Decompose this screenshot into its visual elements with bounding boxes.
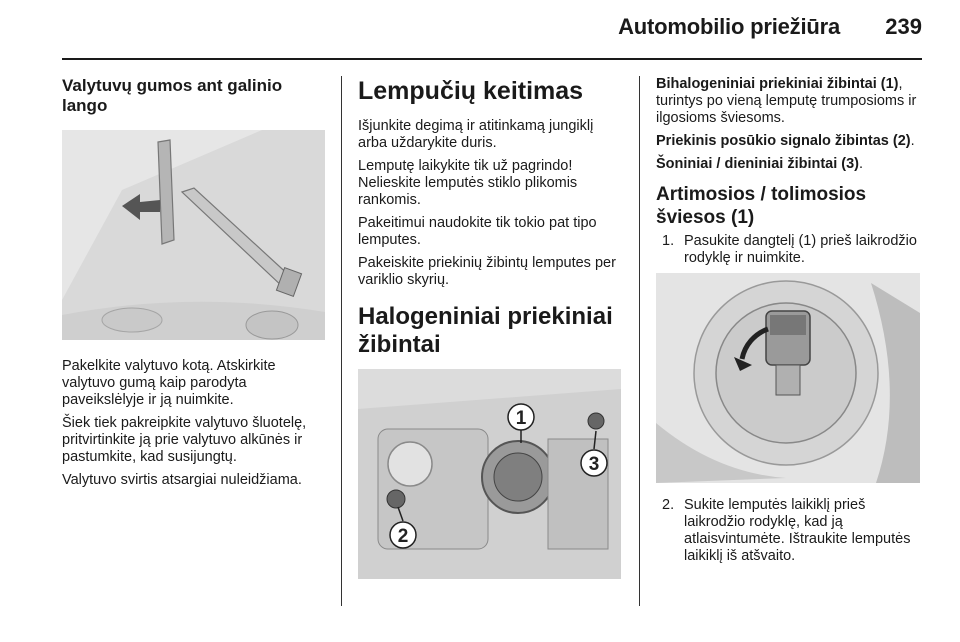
section-heading-low-high-beam: Artimosios / tolimosios šviesos (1) <box>656 184 867 228</box>
item-high-low-beam <box>656 76 926 127</box>
paragraph: Pakeitimui naudokite tik tokio pat tipo lemputes. <box>358 215 597 248</box>
bulb-cover-illustration <box>656 273 920 483</box>
list-item <box>662 497 926 565</box>
header-rule <box>62 58 922 60</box>
item-side-day-lights <box>656 156 926 173</box>
paragraph: Pakelkite valytuvo kotą. Atskirkite valytuvo gumą kaip parodyta paveikslėlyje ir ją nuimkite. <box>62 358 276 408</box>
step-text: Sukite lemputės laikiklį prieš laikrodžio rodyklę, kad ją atlaisvintumėte. Ištraukite lemputės laikiklį iš atšvaito. <box>684 497 911 564</box>
step-number: 2. <box>662 497 675 513</box>
item-text: . <box>910 133 915 149</box>
item-turn-signal <box>656 133 926 150</box>
page-header-title: Automobilio priežiūra <box>618 14 840 39</box>
page-number: 239 <box>885 14 922 39</box>
column-right <box>656 76 926 569</box>
figure-label-2: 2 <box>397 526 409 547</box>
figure-label-3: 3 <box>588 454 600 475</box>
rear-wiper-illustration <box>62 130 325 340</box>
item-title: Bihalogeniniai priekiniai žibintai (1) <box>656 76 899 92</box>
step-number: 1. <box>662 233 675 249</box>
item-text: . <box>859 156 864 172</box>
figure-label-1: 1 <box>515 408 527 429</box>
section-heading-bulb-replacement: Lempučių keitimas <box>358 77 584 105</box>
list-item <box>662 233 926 267</box>
paragraph: Valytuvo svirtis atsargiai nuleidžiama. <box>62 472 302 488</box>
column-left <box>62 76 327 495</box>
paragraph: Išjunkite degimą ir atitinkamą jungiklį arba uždarykite duris. <box>358 118 594 151</box>
paragraph: Lemputę laikykite tik už pagrindo! Nelieskite lemputės stiklo plikomis rankomis. <box>358 158 578 208</box>
column-middle <box>358 76 623 579</box>
paragraph: Pakeiskite priekinių žibintų lemputes per variklio skyrių. <box>358 255 616 288</box>
column-divider-2 <box>639 76 640 606</box>
item-title: Šoniniai / dieniniai žibintai (3) <box>656 156 860 172</box>
section-heading-rear-wiper: Valytuvų gumos ant galinio lango <box>62 76 283 115</box>
item-text: , turintys po vieną lemputę trumposioms ir ilgosioms šviesoms. <box>656 76 917 126</box>
step-text: Pasukite dangtelį (1) prieš laikrodžio rodyklę ir nuimkite. <box>684 233 917 266</box>
halogen-headlight-illustration <box>358 369 621 579</box>
column-divider-1 <box>341 76 342 606</box>
section-heading-halogen: Halogeniniai priekiniai žibintai <box>358 303 613 358</box>
paragraph: Šiek tiek pakreipkite valytuvo šluotelę, pritvirtinkite ją prie valytuvo alkūnės ir pastumkite, kad susijungtų. <box>62 415 307 465</box>
item-title: Priekinis posūkio signalo žibintas (2) <box>656 133 911 149</box>
